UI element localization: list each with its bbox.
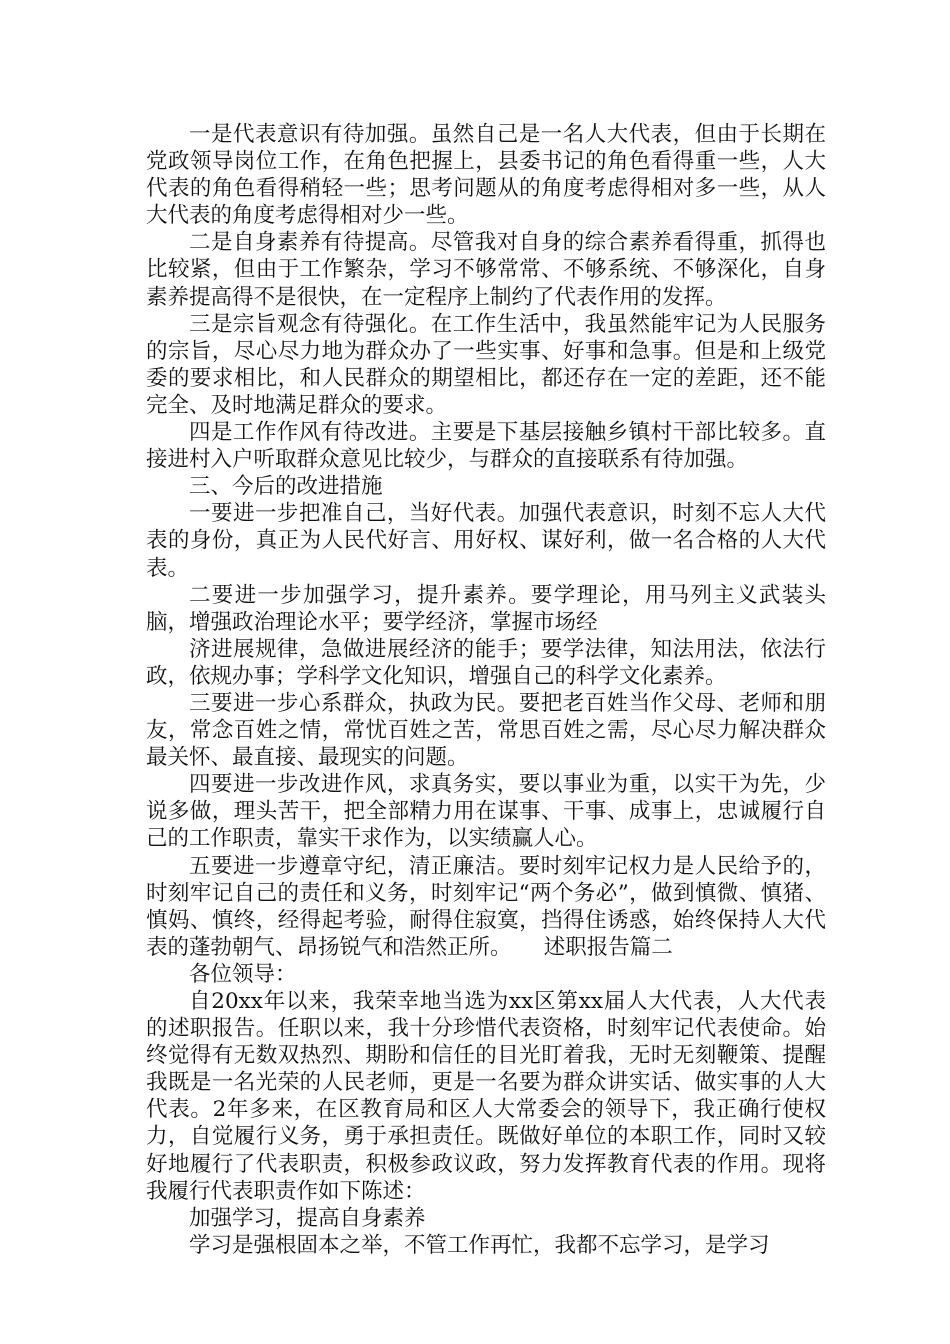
paragraph-work-style: 四是工作作风有待改进。主要是下基层接触乡镇村干部比较多。直接进村入户听取群众意见比较少，与群众的直接联系有待加强。 xyxy=(146,420,826,473)
document-page xyxy=(146,121,826,1259)
paragraph-measure-one: 一要进一步把准自己，当好代表。加强代表意识，时刻不忘人大代表的身份，真正为人民代好言、用好权、谋好利，做一名合格的人大代表。 xyxy=(146,501,826,581)
paragraph-measure-two: 二要进一步加强学习，提升素养。要学理论，用马列主义武装头脑，增强政治理论水平；要学经济，掌握市场经 xyxy=(146,582,826,635)
paragraph-measure-three: 三要进一步心系群众，执政为民。要把老百姓当作父母、老师和朋友，常念百姓之情，常忧百姓之苦，常思百姓之需，尽心尽力解决群众最关怀、最直接、最现实的问题。 xyxy=(146,690,826,771)
paragraph-salutation: 各位领导： xyxy=(189,961,297,987)
paragraph-measure-two-continued: 济进展规律，急做进展经济的能手；要学法律，知法用法，依法行政，依规办事；学科学文化知识，增强自己的科学文化素养。 xyxy=(146,636,826,689)
paragraph-representative-awareness: 一是代表意识有待加强。虽然自己是一名人大代表，但由于长期在党政领导岗位工作，在角色把握上，县委书记的角色看得重一些，人大代表的角色看得稍轻一些；思考问题从的角度考虑得相对多一些，从人大代表的角度考虑得相对少一些。 xyxy=(146,122,826,229)
paragraph-self-quality: 二是自身素养有待提高。尽管我对自身的综合素养看得重，抓得也比较紧，但由于工作繁杂，学习不够常常、不够系统、不够深化，自身素养提高得不是很快，在一定程序上制约了代表作用的发挥。 xyxy=(146,230,826,310)
subheading-strengthen-learning: 加强学习，提高自身素养 xyxy=(189,1205,426,1231)
paragraph-measure-four: 四要进一步改进作风，求真务实，要以事业为重，以实干为先，少说多做，理头苦干，把全部精力用在谋事、干事、成事上，忠诚履行自己的工作职责，靠实干求作为，以实绩赢人心。 xyxy=(146,772,826,852)
paragraph-purpose-concept: 三是宗旨观念有待强化。在工作生活中，我虽然能牢记为人民服务的宗旨，尽心尽力地为群众办了一些实事、好事和急事。但是和上级党委的要求相比，和人民群众的期望相比，都还存在一定的差距，还不能完全、及时地满足群众的要求。 xyxy=(146,311,826,418)
paragraph-report-intro: 自20xx年以来，我荣幸地当选为xx区第xx届人大代表，人大代表的述职报告。任职以来，我十分珍惜代表资格，时刻牢记代表使命。始终觉得有无数双热烈、期盼和信任的目光盯着我，无时无刻鞭策、提醒我既是一名光荣的人民老师，更是一名要为群众讲实话、做实事的人大代表。2年多来，在区教育局和区人大常委会的领导下，我正确行使权力，自觉履行义务，勇于承担责任。既做好单位的本职工作，同时又较好地履行了代表职责，积极参政议政，努力发挥教育代表的作用。现将我履行代表职责作如下陈述： xyxy=(146,989,826,1204)
paragraph-measure-five: 五要进一步遵章守纪，清正廉洁。要时刻牢记权力是人民给予的，时刻牢记自己的责任和义务，时刻牢记“两个务必”，做到慎微、慎猪、慎妈、慎终，经得起考验，耐得住寂寞，挡得住诱惑，始终保持人大代表的蓬勃朝气、昂扬锐气和浩然正所。 述职报告篇二 xyxy=(146,853,826,960)
section-heading-improvement-measures: 三、今后的改进措施 xyxy=(189,474,383,500)
paragraph-learning: 学习是强根固本之举，不管工作再忙，我都不忘学习，是学习 xyxy=(189,1232,770,1258)
